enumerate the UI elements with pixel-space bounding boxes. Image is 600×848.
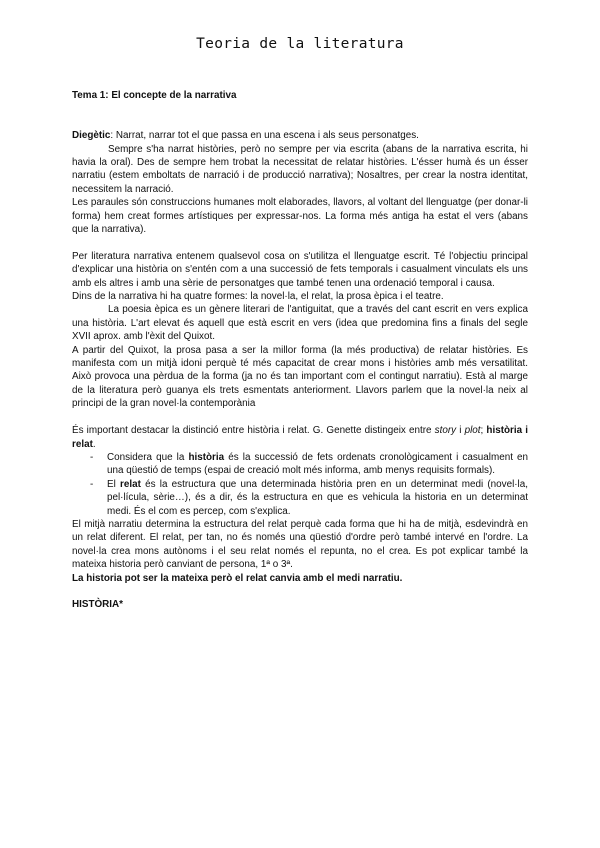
dash-bullet: - [90, 451, 94, 463]
paragraph-formes: Dins de la narrativa hi ha quatre formes: la novel·la, el relat, la prosa èpica i el teatre. [72, 291, 444, 303]
section-heading-historia: HISTÒRIA* [72, 599, 124, 611]
paragraph-poesia: La poesia èpica es un gènere literari de l'antiguitat, que a través del cant escrit en vers explica una història. L'art elevat és aquell que està escrit en vers (idea que predomina fins a finals del segle XVII aprox. amb l'èxit del Quixot. [72, 304, 528, 343]
list-item: - El relat és la estructura que una determinada història pren en un determinat medi (novel·la, pel·lícula, sèrie…), és a dir, és la estructura en que es vehicula la historia en un determinat medi. És el com es percep, com s'explica. [90, 478, 528, 517]
paragraph-sempre: Sempre s'ha narrat històries, però no sempre per via escrita (abans de la narrativa escrita, hi havia la oral). Des de sempre hem trobat la necessitat de relatar històries. L'ésser humà és un ésser narratiu (estem emboltats de narració i de producció narrativa); Nosaltres, per crear la nostra identitat, necessitem la narració. [72, 143, 528, 195]
paragraph-distincio [72, 424, 528, 451]
paragraph-paraules: Les paraules són construccions humanes molt elaborades, llavors, al voltant del llenguatge (per donar-li forma) hem creat formes artístiques per expressar-nos. La forma més antiga ha estat el vers (abans que la narrativa). [72, 197, 528, 236]
distincio-dot: . [92, 438, 96, 450]
distincio-and: i [456, 425, 465, 437]
bold-statement: La historia pot ser la mateixa però el relat canvia amb el medi narratiu. [72, 572, 403, 584]
paragraph-mitja: El mitjà narratiu determina la estructura del relat perquè cada forma que hi ha de mitjà, esdevindrà en un relat diferent. El relat, per tan, no és només una qüestió d'ordre però també intervé en l'ordre. La novel·la crea mons autònoms i el seu relat només el repunta, no el crea. Es pot explicar també la mateixa historia però canviant de persona, 1ª o 3ª. [72, 518, 528, 571]
document-body [72, 89, 528, 612]
diegetic-paragraph [72, 129, 528, 142]
document-title: Teoria de la literatura [196, 36, 404, 52]
list-item: - Considera que la història és la successió de fets ordenats cronològicament i casualment en una qüestió de temps (espai de creació molt més informa, amb menys requisits formals). [90, 451, 529, 477]
historia-relat-term: història i relat [72, 425, 528, 450]
paragraph-literatura: Per literatura narrativa entenem qualsevol cosa on s'utilitza el llenguatge escrit. Té l'objectiu principal d'explicar una història on s'entén com a una successió de fets temporals i casualment vinculats els uns amb els altres i amb una sèrie de personatges que també tenen una ordenació temporal i causa. [72, 250, 528, 289]
dash-bullet: - [90, 478, 94, 490]
diegetic-definition: : Narrat, narrar tot el que passa en una escena i als seus personatges. [110, 130, 419, 142]
diegetic-term: Diegètic [72, 130, 111, 142]
bullet-list [72, 451, 528, 518]
paragraph-quixot: A partir del Quixot, la prosa pasa a ser la millor forma (la més productiva) de relatar històries. Es manifesta com un mitjà idoni perquè té més capacitat de crear mons i històries amb més versatilitat. Això provoca una pèrdua de la forma (ja no és tan important com el contingut narratiu). Està al marge de la literatura però guanya els trets esmentats anteriorment. Llavors parlem que la novel·la neix al principi de la gran novel·la contemporània [72, 344, 528, 410]
distincio-text: És important destacar la distinció entre història i relat. G. Genette distingeix entre [72, 425, 435, 437]
historia-term: història [188, 451, 225, 463]
story-term: story [434, 425, 457, 437]
plot-term: plot [464, 425, 481, 437]
relat-term: relat [120, 478, 141, 490]
distincio-semicolon: ; [480, 425, 487, 437]
topic-heading: Tema 1: El concepte de la narrativa [72, 90, 237, 101]
